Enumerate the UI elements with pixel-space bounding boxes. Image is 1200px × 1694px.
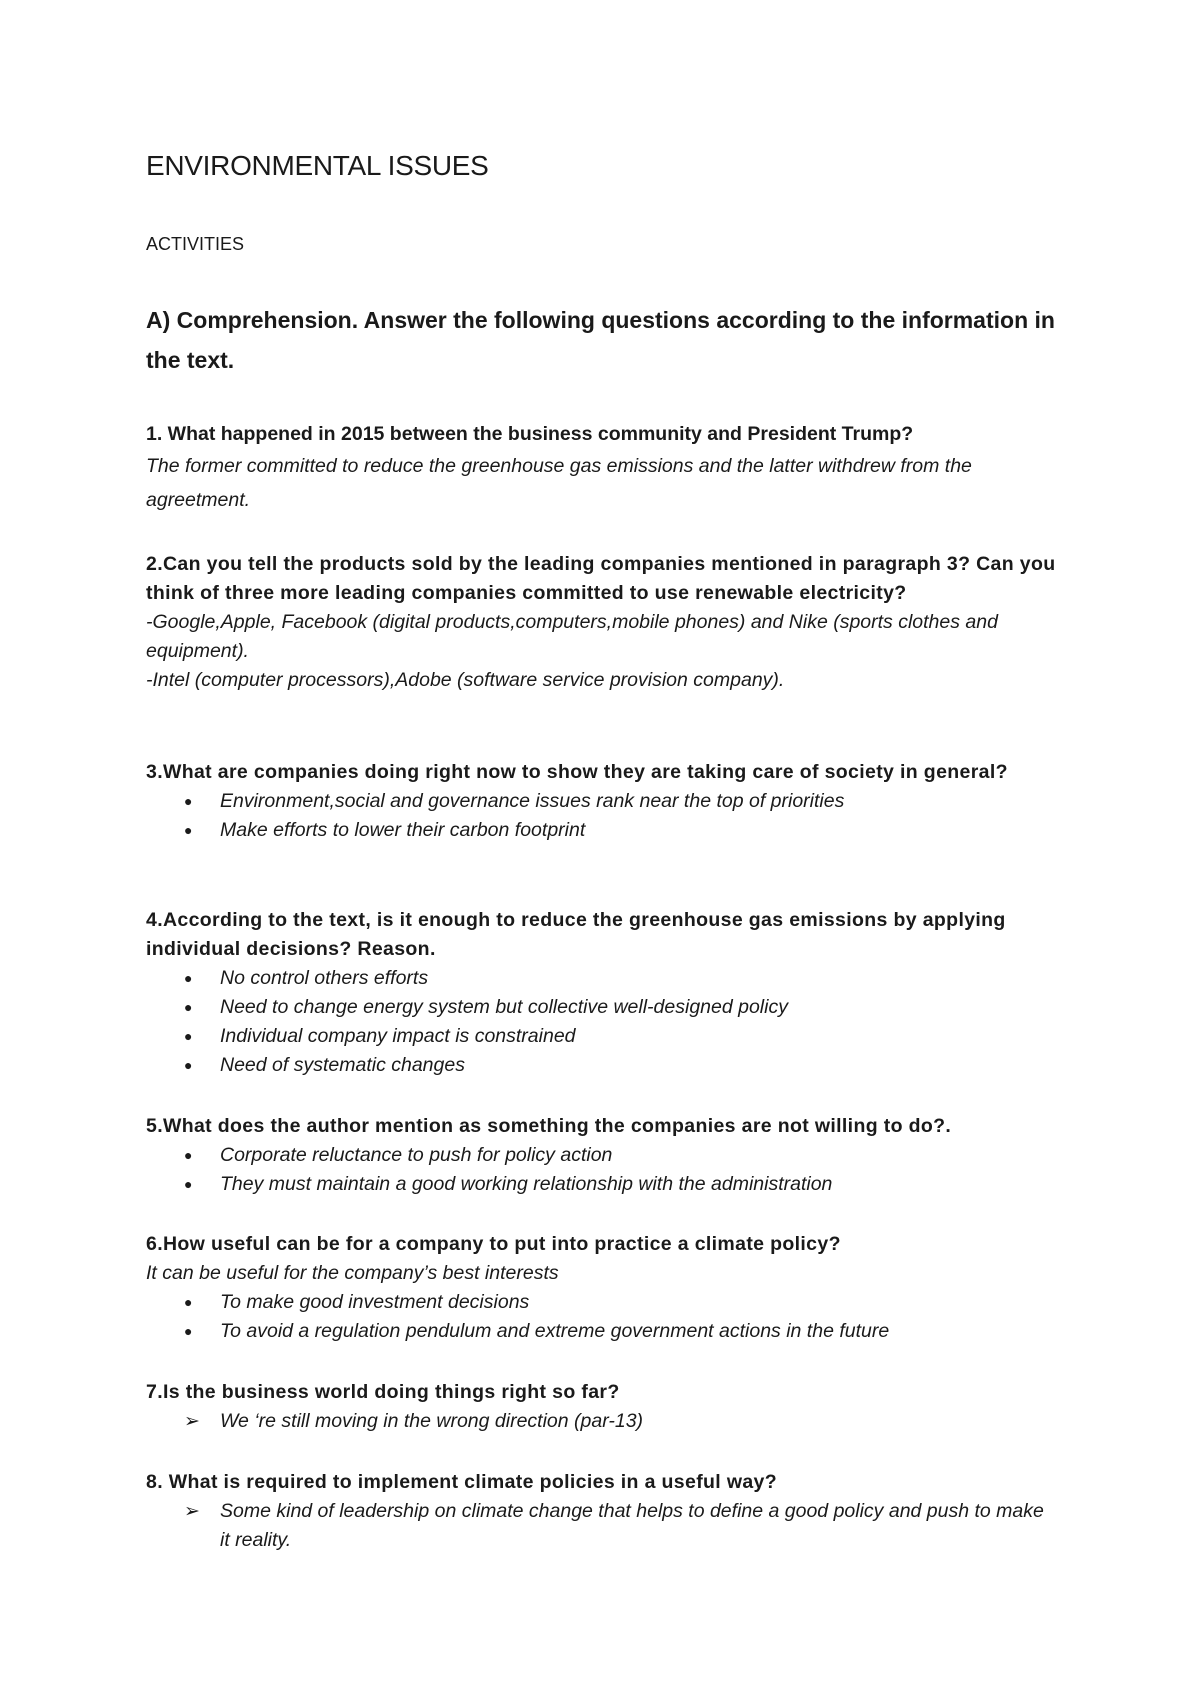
bullet-icon: ● xyxy=(184,793,193,809)
question-block-5 xyxy=(146,1112,1086,1199)
question-block-2 xyxy=(146,550,1086,695)
document-title: ENVIRONMENTAL ISSUES xyxy=(146,150,489,181)
answer-4-list xyxy=(146,964,1086,1080)
question-4: 4.According to the text, is it enough to reduce the greenhouse gas emissions by applying individual decisions? Reason. xyxy=(146,909,1006,960)
bullet-icon: ● xyxy=(184,1057,193,1073)
bullet-icon: ● xyxy=(184,1294,193,1310)
arrow-bullet-icon: ➢ xyxy=(184,1501,200,1522)
answer-3-list xyxy=(146,787,1086,845)
section-heading: A) Comprehension. Answer the following questions according to the information in the text. xyxy=(146,307,1055,373)
question-block-1 xyxy=(146,420,1086,517)
list-item: ● No control others efforts xyxy=(184,964,1086,993)
question-6: 6.How useful can be for a company to put into practice a climate policy? xyxy=(146,1233,841,1255)
list-item: ● To make good investment decisions xyxy=(184,1288,1086,1317)
document-subtitle: ACTIVITIES xyxy=(146,234,245,254)
bullet-icon: ● xyxy=(184,1176,193,1192)
answer-8-list xyxy=(146,1497,1044,1555)
bullet-icon: ● xyxy=(184,999,193,1015)
answer-2-line-2: -Intel (computer processors),Adobe (software service provision company). xyxy=(146,669,785,691)
list-item: ● To avoid a regulation pendulum and extreme government actions in the future xyxy=(184,1317,1086,1346)
bullet-icon: ● xyxy=(184,970,193,986)
question-3: 3.What are companies doing right now to show they are taking care of society in general? xyxy=(146,761,1008,783)
bullet-icon: ● xyxy=(184,1028,193,1044)
question-1: 1. What happened in 2015 between the business community and President Trump? xyxy=(146,423,914,445)
list-item: ● Environment,social and governance issues rank near the top of priorities xyxy=(184,787,1086,816)
question-7: 7.Is the business world doing things right so far? xyxy=(146,1381,620,1403)
answer-6-list xyxy=(146,1288,1086,1346)
list-item: ● Need to change energy system but collective well-designed policy xyxy=(184,993,1086,1022)
bullet-icon: ● xyxy=(184,1323,193,1339)
question-block-7 xyxy=(146,1378,1086,1436)
list-item: ➢ We ‘re still moving in the wrong direction (par-13) xyxy=(184,1407,1086,1436)
answer-1: The former committed to reduce the greenhouse gas emissions and the latter withdrew from the agreetment. xyxy=(146,455,972,511)
list-item: ● Make efforts to lower their carbon footprint xyxy=(184,816,1086,845)
question-block-6 xyxy=(146,1230,1086,1346)
answer-7-list xyxy=(146,1407,1086,1436)
question-5: 5.What does the author mention as something the companies are not willing to do?. xyxy=(146,1115,952,1137)
bullet-icon: ● xyxy=(184,1147,193,1163)
question-block-3 xyxy=(146,758,1086,845)
list-item: ● They must maintain a good working relationship with the administration xyxy=(184,1170,1086,1199)
list-item: ● Individual company impact is constrained xyxy=(184,1022,1086,1051)
answer-6-intro: It can be useful for the company’s best interests xyxy=(146,1262,559,1284)
question-block-4 xyxy=(146,906,1086,1080)
question-block-8 xyxy=(146,1468,1086,1555)
list-item: ● Corporate reluctance to push for policy action xyxy=(184,1141,1086,1170)
list-item: ➢ Some kind of leadership on climate change that helps to define a good policy and push to make it reality. xyxy=(184,1497,1044,1555)
question-2: 2.Can you tell the products sold by the leading companies mentioned in paragraph 3? Can you think of three more leading companies committed to use renewable electricity? xyxy=(146,553,1056,604)
arrow-bullet-icon: ➢ xyxy=(184,1411,200,1432)
answer-5-list xyxy=(146,1141,1086,1199)
list-item: ● Need of systematic changes xyxy=(184,1051,1086,1080)
bullet-icon: ● xyxy=(184,822,193,838)
question-8: 8. What is required to implement climate policies in a useful way? xyxy=(146,1471,777,1493)
answer-2-line-1: -Google,Apple, Facebook (digital products,computers,mobile phones) and Nike (sports clothes and equipment). xyxy=(146,611,998,662)
